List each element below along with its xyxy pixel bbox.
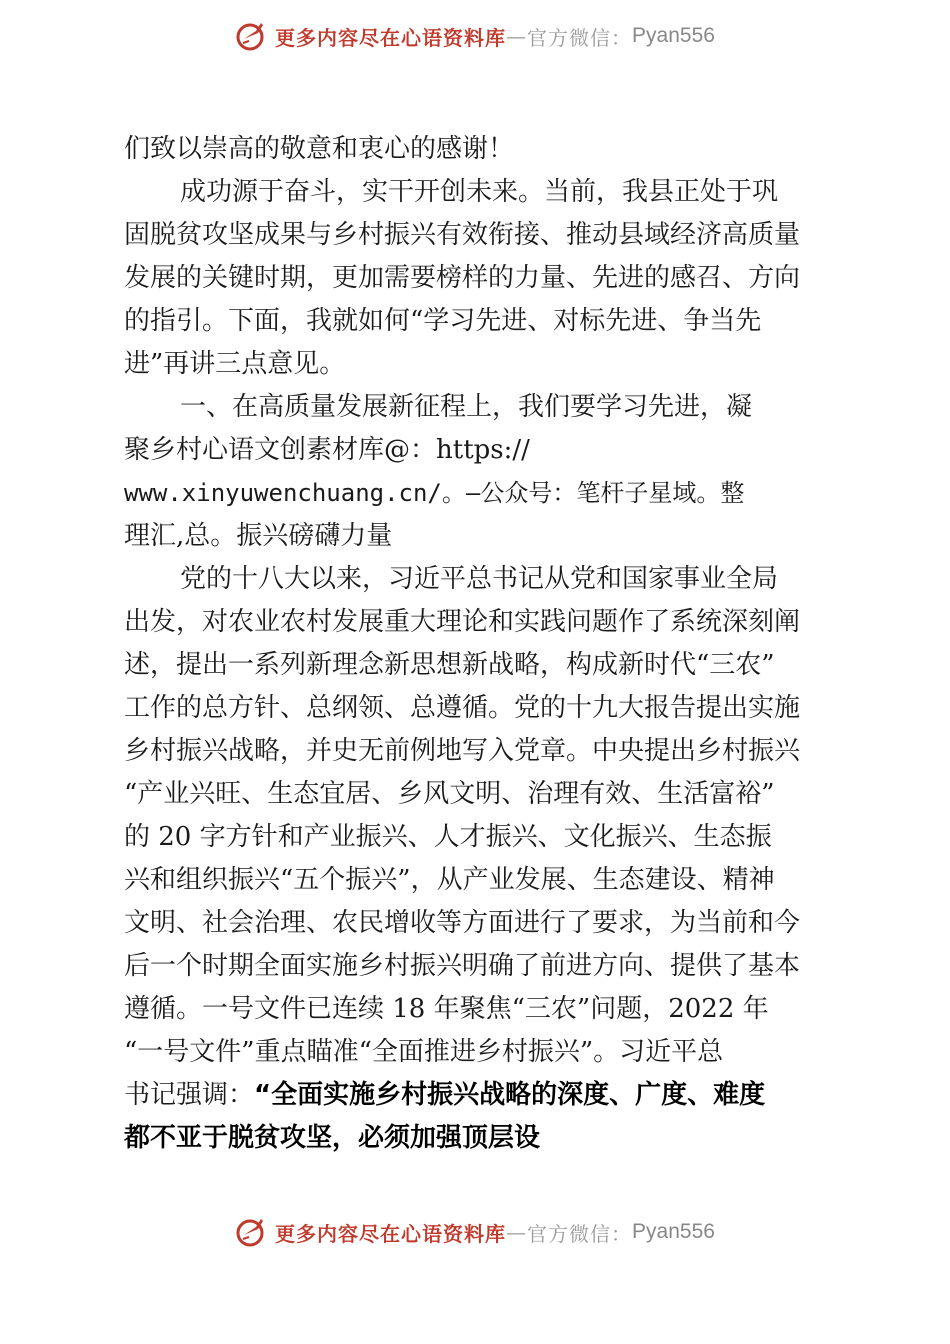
bold-quote: “全面实施乡村振兴战略的深度、广度、难度: [254, 1080, 766, 1110]
text-line: 进”再讲三点意见。: [124, 349, 346, 379]
text-line: 后一个时期全面实施乡村振兴明确了前进方向、提供了基本: [124, 951, 801, 981]
banner-sub-text: 官方微信：: [527, 25, 633, 50]
url-line: www.xinyuwenchuang.cn/。—公众号：笔杆子星域。整: [124, 479, 745, 507]
footer-banner: [0, 1212, 950, 1252]
text-line: “产业兴旺、生态宜居、乡风文明、治理有效、生活富裕”: [124, 779, 775, 809]
section-heading-line: 一、在高质量发展新征程上，我们要学习先进，凝: [180, 392, 753, 422]
text-line-with-url: 聚乡村心语文创素材库@：https://: [124, 435, 530, 465]
brand-logo-icon: [235, 19, 269, 53]
text-line: 乡村振兴战略，并史无前例地写入党章。中央提出乡村振兴: [124, 736, 801, 766]
paragraph-start: 成功源于奋斗，实干开创未来。当前，我县正处于巩: [180, 177, 779, 207]
text-line: 遵循。一号文件已连续 18 年聚焦“三农”问题，2022 年: [124, 994, 769, 1024]
brand-logo-icon: [235, 1215, 269, 1249]
bold-quote-continued: 都不亚于脱贫攻坚，必须加强顶层设: [124, 1123, 541, 1153]
paragraph-start: 党的十八大以来，习近平总书记从党和国家事业全局: [180, 564, 779, 594]
text-line: 理汇,总。振兴磅礴力量: [124, 521, 393, 551]
header-banner: [0, 16, 950, 56]
text-line: 发展的关键时期，更加需要榜样的力量、先进的感召、方向: [124, 263, 801, 293]
text-line: 述，提出一系列新理念新思想新战略，构成新时代“三农”: [124, 650, 775, 680]
banner-wechat-id: Pyan556: [632, 1220, 715, 1243]
banner-separator: —: [506, 24, 528, 48]
text-line: [124, 1074, 844, 1117]
text-line: 的指引。下面，我就如何“学习先进、对标先进、争当先: [124, 306, 762, 336]
quote-intro: 书记强调：: [124, 1080, 255, 1110]
banner-main-text: 更多内容尽在心语资料库: [275, 25, 507, 50]
text-line: 的 20 字方针和产业振兴、人才振兴、文化振兴、生态振: [124, 822, 772, 852]
banner-separator: —: [506, 1220, 528, 1244]
text-line: “一号文件”重点瞄准“全面推进乡村振兴”。习近平总: [124, 1037, 724, 1067]
text-line: 固脱贫攻坚成果与乡村振兴有效衔接、推动县域经济高质量: [124, 220, 801, 250]
text-line: 兴和组织振兴“五个振兴”，从产业发展、生态建设、精神: [124, 865, 775, 895]
text-line: [124, 1117, 844, 1160]
banner-main-text: 更多内容尽在心语资料库: [275, 1221, 507, 1246]
banner-sub-text: 官方微信：: [527, 1221, 633, 1246]
banner-wechat-id: Pyan556: [632, 24, 715, 47]
text-line: 文明、社会治理、农民增收等方面进行了要求，为当前和今: [124, 908, 801, 938]
text-line: 们致以崇高的敬意和衷心的感谢！: [124, 134, 515, 164]
text-line: 工作的总方针、总纲领、总遵循。党的十九大报告提出实施: [124, 693, 801, 723]
text-line: 出发，对农业农村发展重大理论和实践问题作了系统深刻阐: [124, 607, 801, 637]
document-body: [124, 128, 844, 1160]
